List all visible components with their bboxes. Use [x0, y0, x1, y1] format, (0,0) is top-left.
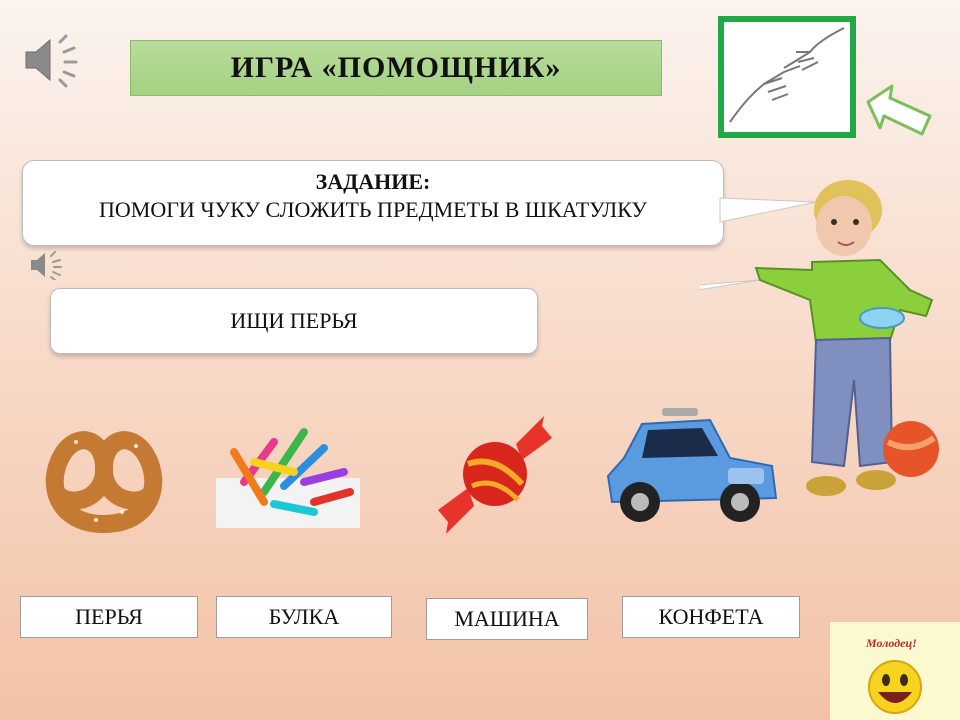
task-heading: ЗАДАНИЕ: [315, 169, 431, 194]
hint-text: ИЩИ ПЕРЬЯ [230, 308, 358, 333]
praise-badge [830, 622, 960, 720]
game-title: ИГРА «ПОМОЩНИК» [130, 40, 662, 96]
hands-picture[interactable] [718, 16, 856, 138]
ball-icon [880, 418, 942, 480]
smiley-icon [864, 656, 926, 718]
hint-bubble [50, 288, 538, 354]
pretzel-icon[interactable] [36, 412, 172, 538]
feathers-icon[interactable] [214, 412, 364, 530]
task-text: ПОМОГИ ЧУКУ СЛОЖИТЬ ПРЕДМЕТЫ В ШКАТУЛКУ [98, 197, 648, 222]
candy-icon[interactable] [432, 414, 558, 536]
label-button-candy[interactable]: КОНФЕТА [622, 596, 800, 638]
speaker-icon-hint[interactable] [28, 250, 68, 280]
toy-car-icon[interactable] [602, 406, 780, 530]
hands-icon [724, 22, 850, 132]
arrow-icon [862, 80, 936, 142]
speaker-icon-main[interactable] [20, 32, 84, 88]
label-button-feathers[interactable]: ПЕРЬЯ [20, 596, 198, 638]
label-button-bun[interactable]: БУЛКА [216, 596, 392, 638]
back-arrow-button[interactable] [862, 80, 936, 147]
task-bubble [22, 160, 724, 246]
praise-text: Молодец! [866, 636, 917, 650]
label-button-car[interactable]: МАШИНА [426, 598, 588, 640]
